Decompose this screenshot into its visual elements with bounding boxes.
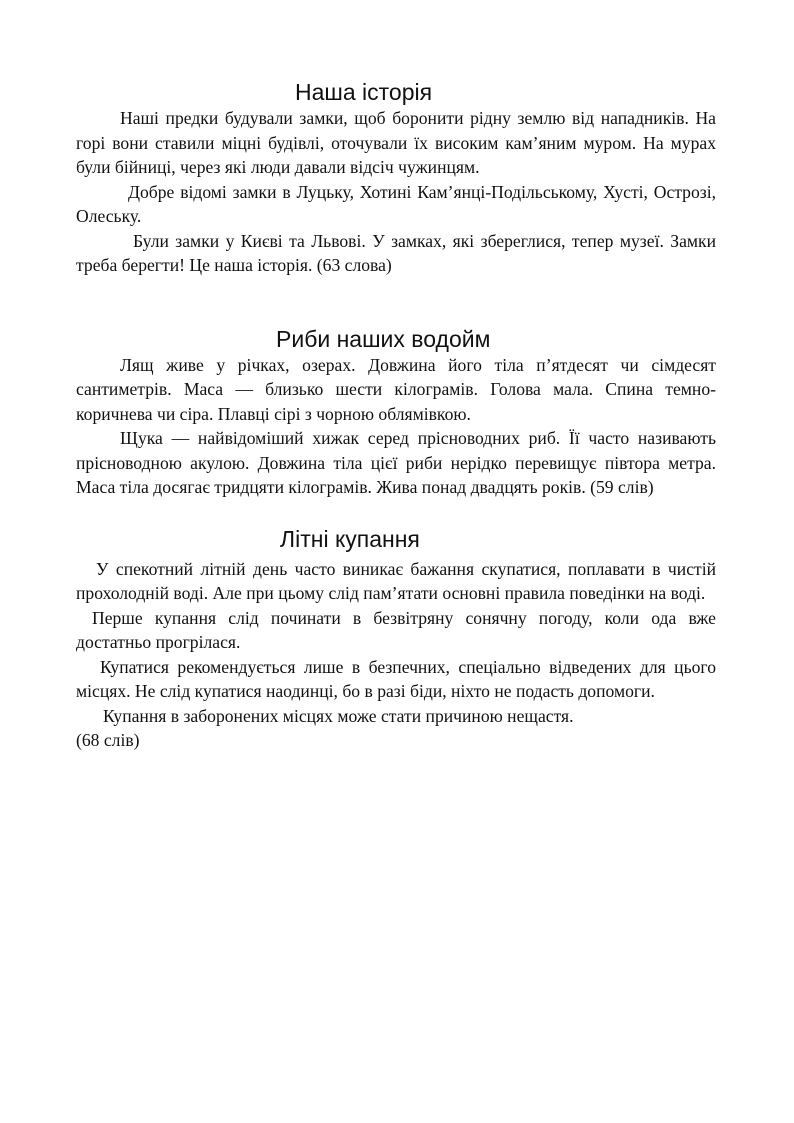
paragraph: Щука — найвідоміший хижак серед прісноводних риб. Її часто називають прісноводною акулою. Довжина тіла цієї риби нерідко перевищує півтора метра. Маса тіла досягає тридцяти кілограмів. Жива понад двадцять років. (59 слів) (76, 428, 716, 497)
paragraph: Добре відомі замки в Луцьку, Хотині Кам’янці-Подільському, Хусті, Острозі, Олеську. (76, 181, 716, 226)
section-title-fish: Риби наших водойм (276, 325, 491, 352)
paragraph: Перше купання слід починати в безвітряну сонячну погоду, коли ода вже достатньо прогрілася. (76, 607, 716, 652)
paragraph: Були замки у Києві та Львові. У замках, які збереглися, тепер музеї. Замки треба берегти! Це наша історія. (63 слова) (76, 230, 716, 275)
paragraph: Лящ живе у річках, озерах. Довжина його тіла п’ятдесят чи сімдесят сантиметрів. Маса — близько шести кілограмів. Голова мала. Спина темно-коричнева чи сіра. Плавці сірі з чорною облямівкою. (76, 354, 716, 424)
paragraph: Купатися рекомендується лише в безпечних, спеціально відведених для цього місцях. Не слід купатися наодинці, бо в разі біди, ніхто не подасть допомоги. (76, 656, 716, 701)
word-count: (68 слів) (76, 730, 140, 750)
paragraph: Купання в заборонених місцях може стати причиною нещастя. (103, 705, 574, 726)
paragraph: У спекотний літній день часто виникає бажання скупатися, поплавати в чистій прохолодній воді. Але при цьому слід пам’ятати основні правила поведінки на воді. (76, 558, 716, 603)
paragraph: Наші предки будували замки, щоб боронити рідну землю від нападників. На горі вони ставили міцні будівлі, оточували їх високим кам’яним муром. На мурах були бійниці, через які люди давали відсіч чужинцям. (76, 108, 716, 177)
document-page (76, 78, 716, 753)
section-title-our-history: Наша історія (295, 79, 433, 105)
section-title-summer-swimming: Літні купання (280, 525, 420, 552)
